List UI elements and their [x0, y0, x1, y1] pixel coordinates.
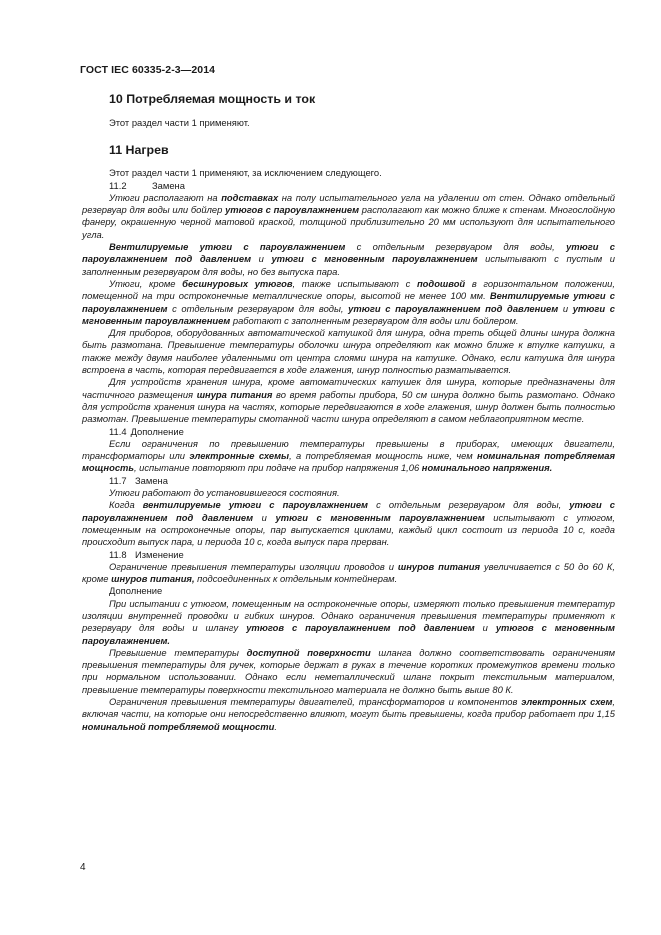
paragraph: Превышение температуры доступной поверхности шланга должно соответствовать ограничениям превышения температуры для ручек, которые держат в руках в течение коротких промежутков времени только при нормальном использовании. Однако если неметаллический шланг покрыт текстильным материалом, превышение температуры поверхности текстильного материала не должно быть выше 80 К. — [82, 646, 616, 695]
paragraph: Если ограничения по превышению температуры превышены в приборах, имеющих двигатели, трансформаторы или электронные схемы, а потребляемая мощность ниже, чем номинальная потребляемая мощность, испытание повторяют при подаче на прибор напряжения 1,06 номинального напряжения. — [82, 437, 615, 474]
document-body — [82, 92, 615, 733]
document-header: ГОСТ IEC 60335-2-3—2014 — [80, 64, 216, 76]
addition-label: Дополнение — [109, 585, 163, 597]
subsection-11-7 — [109, 475, 615, 487]
paragraph: Вентилируемые утюги с пароувлажнением с отдельным резервуаром для воды, утюги с пароувлажнением под давлением и утюги с мгновенным пароувлажнением испытывают с пустым и заполненным резервуаром для воды, но без выпуска пара. — [82, 241, 615, 277]
subsection-number: 11.7 — [109, 474, 127, 486]
subsection-11-8 — [109, 549, 615, 561]
page-number: 4 — [80, 862, 86, 873]
subsection-11-4 — [109, 426, 615, 438]
subsection-number: 11.2 — [109, 179, 127, 191]
subsection-11-2 — [109, 180, 615, 192]
subsection-number: 11.8 — [109, 548, 127, 560]
paragraph: Утюги, кроме бесшнуровых утюгов, также испытывают с подошвой в горизонтальном положении, помещенной на три остроконечные металлические опоры, высотой не менее 100 мм. Вентилируемые утюги с пароувлажнением с отдельным резервуаром для воды, утюги с пароувлажнением под давлением и утюги с мгновенным пароувлажнением работают с заполненным резервуаром для воды или бойлером. — [82, 277, 615, 326]
subsection-number: 11.4 — [109, 425, 127, 437]
subsection-label: Изменение — [135, 548, 184, 560]
section-11-intro: Этот раздел части 1 применяют, за исключением следующего. — [109, 167, 382, 179]
paragraph: Когда вентилируемые утюги с пароувлажнением с отдельным резервуаром для воды, утюги с пароувлажнением под давлением и утюги с мгновенным пароувлажнением испытывают с утюгом, помещенным на остроконечные опоры, пар выпускается циклами, каждый цикл состоит из периода 10 с, когда происходит выпуск пара, и периода 10 с, когда выпуск пара прерван. — [82, 499, 615, 548]
subsection-label: Дополнение — [130, 425, 184, 437]
paragraph: Утюги располагают на подставках на полу испытательного угла на удалении от стен. Однако отдельный резервуар для воды или бойлер утюгов с пароувлажнением располагают как можно ближе к стенам. Многослойную фанеру, окрашенную черной матовой краской, толщиной приблизительно 20 мм используют для испытательного угла. — [82, 191, 616, 240]
section-11-heading: 11 Нагрев — [109, 143, 169, 158]
section-10-heading: 10 Потребляемая мощность и ток — [109, 92, 316, 106]
paragraph: Для устройств хранения шнура, кроме автоматических катушек для шнура, которые предназначены для частичного размещения шнура питания во время работы прибора, 50 см шнура должно быть размотано. Однако для устройств хранения шнура на частях, которые передвигаются в ходе глажения, шнур должен быть полностью размотан. Превышение температуры смотанной части шнура определяют в самом неблагоприятном месте. — [82, 376, 615, 425]
subsection-label: Замена — [135, 474, 168, 486]
section-10-text: Этот раздел части 1 применяют. — [109, 117, 250, 128]
subsection-label: Замена — [152, 179, 185, 191]
paragraph: Утюги работают до установившегося состояния. — [109, 487, 340, 499]
paragraph: Ограничения превышения температуры двигателей, трансформаторов и компонентов электронных схем, включая части, на которые они непосредственно влияют, могут быть превышены, когда прибор работает при 1,15 номинальной потребляемой мощности. — [82, 696, 615, 732]
paragraph: Для приборов, оборудованных автоматической катушкой для шнура, одна треть общей длины шнура должна быть размотана. Превышение температуры оболочки шнура определяют как можно ближе к втулке катушки, а также между двумя наиболее удаленными от центра слоями шнура на катушке. Однако, если катушка для шнура встроена в часть, которая передвигается в ходе глажения, шнур полностью разматывается. — [82, 327, 615, 376]
paragraph: При испытании с утюгом, помещенным на остроконечные опоры, измеряют только превышения температур изоляции внутренней проводки и гибких шнуров. Однако ограничения превышения температуры применяют к резервуару для воды и шлангу утюгов с пароувлажнением под давлением и утюгов с мгновенным пароувлажнением. — [82, 597, 615, 646]
paragraph: Ограничение превышения температуры изоляции проводов и шнуров питания увеличивается с 50 до 60 К, кроме шнуров питания, подсоединенных к отдельным контейнерам. — [82, 560, 615, 585]
